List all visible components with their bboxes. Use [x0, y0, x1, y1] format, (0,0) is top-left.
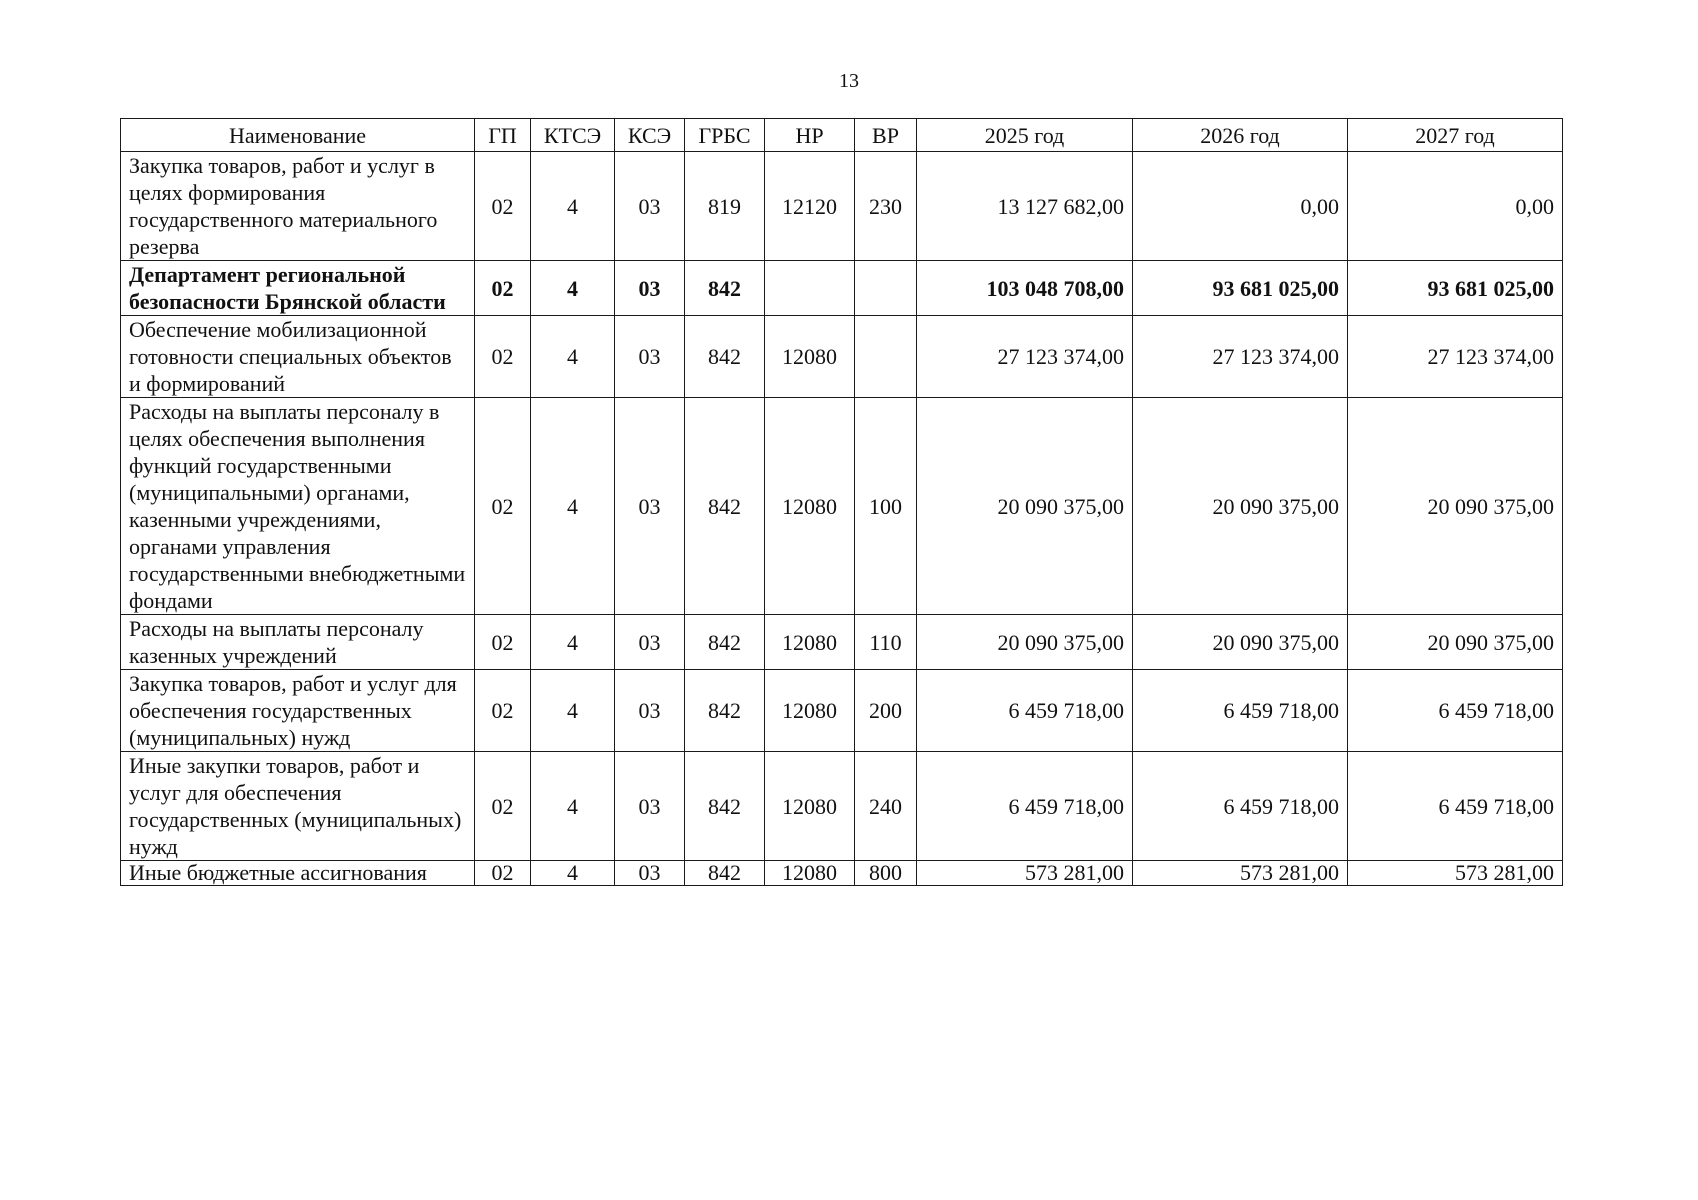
cell-ktse: 4	[531, 752, 615, 861]
cell-name: Закупка товаров, работ и услуг в целях формирования государственного материального резерва	[121, 152, 475, 261]
cell-name: Иные закупки товаров, работ и услуг для обеспечения государственных (муниципальных) нужд	[121, 752, 475, 861]
cell-ktse: 4	[531, 670, 615, 752]
header-gp: ГП	[475, 119, 531, 152]
header-nr: НР	[765, 119, 855, 152]
cell-2026: 6 459 718,00	[1133, 752, 1348, 861]
cell-2027: 20 090 375,00	[1348, 398, 1563, 615]
cell-2027: 27 123 374,00	[1348, 316, 1563, 398]
header-name: Наименование	[121, 119, 475, 152]
cell-2025: 6 459 718,00	[917, 752, 1133, 861]
cell-gp: 02	[475, 752, 531, 861]
cell-grbs: 842	[685, 615, 765, 670]
cell-nr: 12080	[765, 316, 855, 398]
cell-name: Расходы на выплаты персоналу в целях обеспечения выполнения функций государственными (муниципальными) органами, казенными учреждениями, органами управления государственными внебюджетными фондами	[121, 398, 475, 615]
cell-vr: 200	[855, 670, 917, 752]
cell-nr: 12080	[765, 752, 855, 861]
table-row	[121, 752, 1563, 861]
cell-2025: 6 459 718,00	[917, 670, 1133, 752]
cell-nr	[765, 261, 855, 316]
cell-name: Расходы на выплаты персоналу казенных учреждений	[121, 615, 475, 670]
cell-2027: 573 281,00	[1348, 861, 1563, 886]
cell-ktse: 4	[531, 861, 615, 886]
table-header-row	[121, 119, 1563, 152]
cell-kse: 03	[615, 152, 685, 261]
cell-2025: 573 281,00	[917, 861, 1133, 886]
cell-2027: 6 459 718,00	[1348, 670, 1563, 752]
cell-grbs: 842	[685, 670, 765, 752]
header-2027: 2027 год	[1348, 119, 1563, 152]
header-ktse: КТСЭ	[531, 119, 615, 152]
cell-kse: 03	[615, 398, 685, 615]
cell-grbs: 842	[685, 752, 765, 861]
cell-2025: 13 127 682,00	[917, 152, 1133, 261]
cell-2027: 93 681 025,00	[1348, 261, 1563, 316]
header-kse: КСЭ	[615, 119, 685, 152]
cell-name: Иные бюджетные ассигнования	[121, 861, 475, 886]
cell-gp: 02	[475, 670, 531, 752]
cell-vr: 110	[855, 615, 917, 670]
cell-vr	[855, 316, 917, 398]
cell-2025: 20 090 375,00	[917, 615, 1133, 670]
cell-kse: 03	[615, 670, 685, 752]
cell-name: Закупка товаров, работ и услуг для обеспечения государственных (муниципальных) нужд	[121, 670, 475, 752]
table-row	[121, 316, 1563, 398]
cell-2026: 0,00	[1133, 152, 1348, 261]
cell-ktse: 4	[531, 261, 615, 316]
cell-2027: 20 090 375,00	[1348, 615, 1563, 670]
budget-table	[120, 118, 1563, 886]
cell-nr: 12080	[765, 615, 855, 670]
table-row	[121, 152, 1563, 261]
cell-name: Департамент региональной безопасности Брянской области	[121, 261, 475, 316]
cell-nr: 12080	[765, 398, 855, 615]
cell-nr: 12080	[765, 861, 855, 886]
header-2025: 2025 год	[917, 119, 1133, 152]
cell-ktse: 4	[531, 615, 615, 670]
cell-2026: 20 090 375,00	[1133, 615, 1348, 670]
cell-2025: 103 048 708,00	[917, 261, 1133, 316]
cell-vr	[855, 261, 917, 316]
cell-gp: 02	[475, 316, 531, 398]
cell-gp: 02	[475, 261, 531, 316]
cell-2027: 6 459 718,00	[1348, 752, 1563, 861]
cell-nr: 12120	[765, 152, 855, 261]
table-row	[121, 261, 1563, 316]
cell-gp: 02	[475, 861, 531, 886]
cell-ktse: 4	[531, 316, 615, 398]
cell-gp: 02	[475, 615, 531, 670]
cell-vr: 230	[855, 152, 917, 261]
cell-gp: 02	[475, 152, 531, 261]
header-grbs: ГРБС	[685, 119, 765, 152]
cell-2026: 93 681 025,00	[1133, 261, 1348, 316]
page-number: 13	[839, 70, 859, 92]
cell-kse: 03	[615, 615, 685, 670]
cell-2025: 20 090 375,00	[917, 398, 1133, 615]
cell-grbs: 842	[685, 861, 765, 886]
cell-grbs: 842	[685, 316, 765, 398]
table-row	[121, 615, 1563, 670]
cell-2026: 573 281,00	[1133, 861, 1348, 886]
table-row	[121, 398, 1563, 615]
cell-gp: 02	[475, 398, 531, 615]
table-row	[121, 861, 1563, 886]
cell-2025: 27 123 374,00	[917, 316, 1133, 398]
cell-2026: 6 459 718,00	[1133, 670, 1348, 752]
cell-vr: 100	[855, 398, 917, 615]
table-row	[121, 670, 1563, 752]
cell-grbs: 842	[685, 261, 765, 316]
cell-grbs: 819	[685, 152, 765, 261]
cell-2026: 27 123 374,00	[1133, 316, 1348, 398]
cell-kse: 03	[615, 861, 685, 886]
cell-ktse: 4	[531, 398, 615, 615]
cell-kse: 03	[615, 261, 685, 316]
header-2026: 2026 год	[1133, 119, 1348, 152]
cell-kse: 03	[615, 752, 685, 861]
header-vr: ВР	[855, 119, 917, 152]
cell-2026: 20 090 375,00	[1133, 398, 1348, 615]
cell-grbs: 842	[685, 398, 765, 615]
cell-vr: 800	[855, 861, 917, 886]
cell-vr: 240	[855, 752, 917, 861]
cell-2027: 0,00	[1348, 152, 1563, 261]
cell-name: Обеспечение мобилизационной готовности специальных объектов и формирований	[121, 316, 475, 398]
cell-ktse: 4	[531, 152, 615, 261]
cell-kse: 03	[615, 316, 685, 398]
cell-nr: 12080	[765, 670, 855, 752]
